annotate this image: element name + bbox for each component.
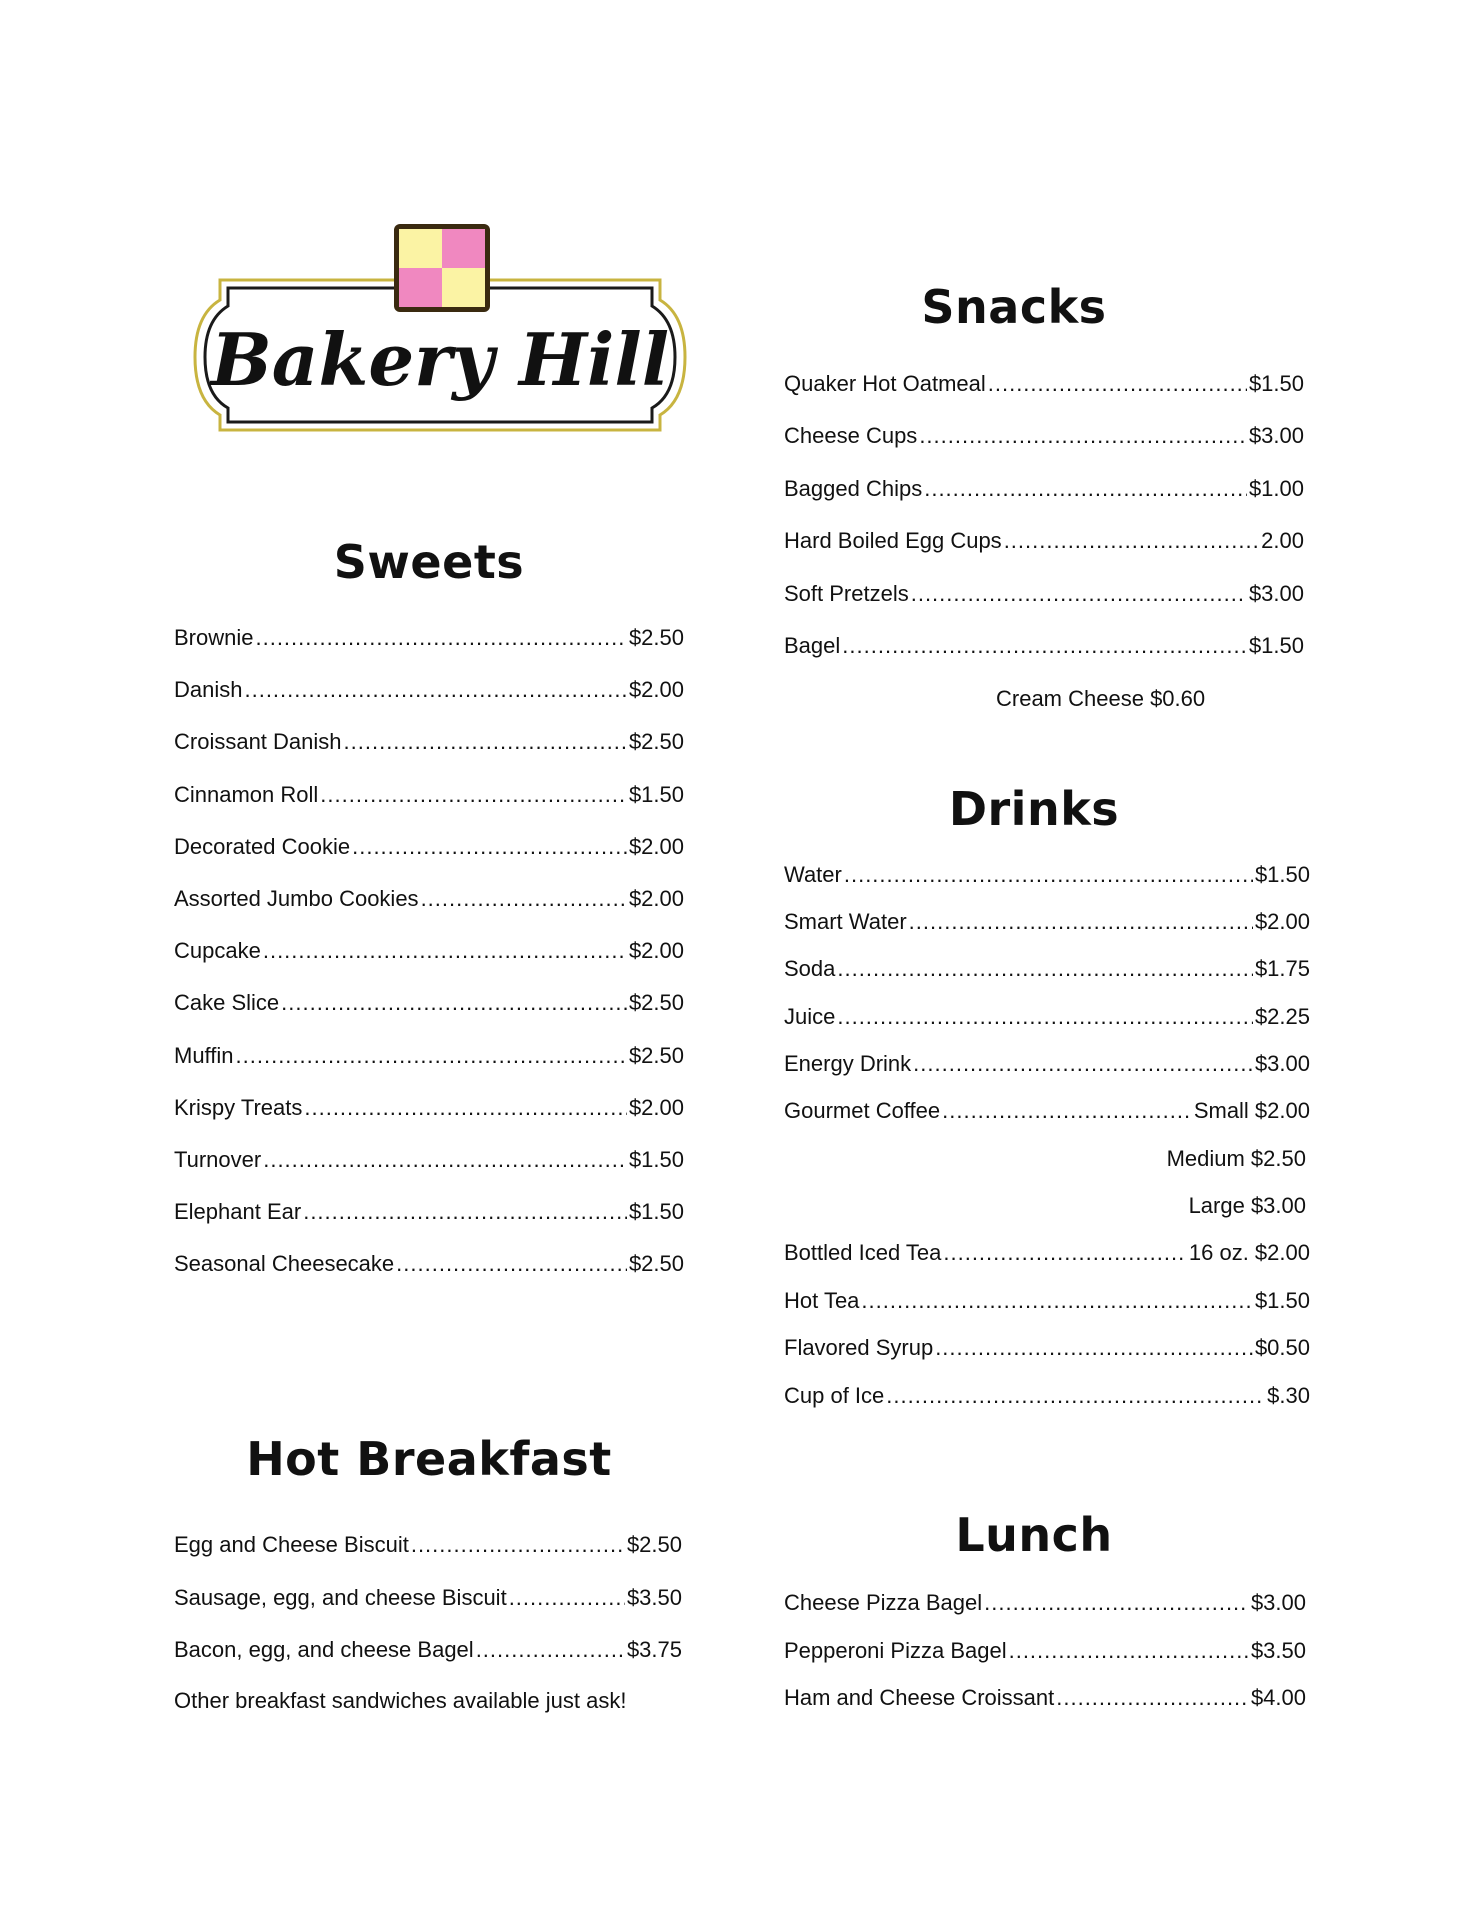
menu-item <box>784 1240 1310 1266</box>
dot-leader <box>942 1098 1192 1124</box>
item-price: $1.50 <box>628 1199 684 1225</box>
menu-item <box>784 1383 1310 1409</box>
dot-leader <box>281 990 627 1016</box>
dot-leader <box>303 1199 627 1225</box>
item-price: $3.00 <box>1254 1050 1310 1076</box>
menu-item <box>784 528 1304 554</box>
dot-leader <box>919 423 1247 449</box>
menu-item <box>784 1335 1310 1361</box>
menu-item <box>784 1288 1310 1314</box>
item-price: $1.00 <box>1248 475 1304 501</box>
coffee-medium: Medium $2.50 <box>1166 1146 1306 1171</box>
dot-leader <box>886 1383 1265 1409</box>
item-price: $3.00 <box>1250 1590 1306 1615</box>
dot-leader <box>984 1590 1249 1616</box>
menu-item <box>174 1585 682 1611</box>
item-price: $2.00 <box>628 886 684 911</box>
menu-item <box>174 1095 684 1121</box>
menu-item <box>784 1051 1310 1077</box>
drinks-heading: Drinks <box>948 782 1120 836</box>
dot-leader <box>476 1637 625 1663</box>
item-price: $2.50 <box>626 1532 682 1557</box>
item-price: $2.00 <box>1254 909 1310 935</box>
menu-item <box>784 1590 1306 1616</box>
item-price: $1.50 <box>1254 862 1310 887</box>
item-name: Brownie <box>174 625 254 650</box>
item-name: Pepperoni Pizza Bagel <box>784 1637 1007 1663</box>
item-name: Assorted Jumbo Cookies <box>174 886 419 911</box>
menu-item <box>784 862 1310 888</box>
item-name: Cake Slice <box>174 990 280 1016</box>
item-price: 16 oz. $2.00 <box>1188 1240 1310 1265</box>
menu-item <box>174 990 684 1016</box>
item-price: $1.75 <box>1254 956 1310 982</box>
item-price: $3.75 <box>626 1637 682 1662</box>
dot-leader <box>861 1288 1253 1314</box>
menu-item <box>174 1532 682 1558</box>
dot-leader <box>924 476 1247 502</box>
dot-leader <box>304 1095 627 1121</box>
item-price: $3.00 <box>1248 580 1304 606</box>
dot-leader <box>842 633 1247 659</box>
item-price: $.30 <box>1267 1382 1310 1408</box>
item-name: Decorated Cookie <box>174 833 351 859</box>
item-name: Hot Tea <box>784 1287 860 1313</box>
item-price: $1.50 <box>628 781 684 807</box>
menu-item <box>784 1004 1310 1030</box>
item-price: $2.50 <box>628 1251 684 1277</box>
bakery-hill-logo <box>190 220 690 435</box>
item-price: 2.00 <box>1261 528 1304 554</box>
item-name: Cupcake <box>174 938 261 964</box>
dot-leader <box>236 1043 627 1069</box>
menu-item <box>784 1098 1310 1124</box>
item-price: $4.00 <box>1250 1685 1306 1710</box>
item-name: Gourmet Coffee <box>784 1098 941 1123</box>
dot-leader <box>352 834 627 860</box>
dot-leader <box>344 729 627 755</box>
dot-leader <box>396 1251 627 1277</box>
item-price: $0.50 <box>1254 1335 1310 1360</box>
dot-leader <box>411 1532 625 1558</box>
item-price: $1.50 <box>1248 371 1304 396</box>
dot-leader <box>421 886 627 912</box>
dot-leader <box>935 1335 1253 1361</box>
item-name: Ham and Cheese Croissant <box>784 1685 1055 1710</box>
item-name: Turnover <box>174 1147 262 1172</box>
dot-leader <box>913 1051 1253 1077</box>
menu-item <box>174 1147 684 1173</box>
dot-leader <box>1004 528 1259 554</box>
item-price: $2.50 <box>628 729 684 755</box>
item-name: Croissant Danish <box>174 729 342 755</box>
item-name: Danish <box>174 677 243 703</box>
menu-item <box>784 476 1304 502</box>
dot-leader <box>263 938 627 964</box>
item-price: $2.00 <box>628 833 684 859</box>
menu-item <box>784 956 1310 982</box>
dot-leader <box>263 1147 627 1173</box>
item-price: $2.25 <box>1254 1003 1310 1029</box>
sweets-heading: Sweets <box>333 535 525 589</box>
item-price: $3.50 <box>1250 1637 1306 1663</box>
menu-item <box>784 423 1304 449</box>
item-name: Quaker Hot Oatmeal <box>784 371 986 396</box>
menu-item <box>174 1637 682 1663</box>
item-name: Bagged Chips <box>784 475 923 501</box>
menu-item <box>174 729 684 755</box>
item-price: $2.00 <box>628 1094 684 1120</box>
item-name: Cheese Pizza Bagel <box>784 1590 983 1615</box>
menu-item <box>784 1638 1306 1664</box>
item-name: Flavored Syrup <box>784 1335 934 1360</box>
menu-item <box>784 581 1304 607</box>
dot-leader <box>911 581 1247 607</box>
item-name: Soft Pretzels <box>784 580 909 606</box>
menu-item <box>174 938 684 964</box>
hot-breakfast-heading: Hot Breakfast <box>246 1432 612 1486</box>
item-price: $3.50 <box>626 1584 682 1610</box>
item-name: Cheese Cups <box>784 423 918 449</box>
breakfast-note: Other breakfast sandwiches available just ask! <box>174 1688 627 1713</box>
item-name: Juice <box>784 1003 836 1029</box>
item-name: Egg and Cheese Biscuit <box>174 1532 409 1557</box>
dot-leader <box>988 371 1247 397</box>
cream-cheese-addon: Cream Cheese $0.60 <box>996 686 1206 711</box>
item-price: $2.00 <box>628 677 684 703</box>
item-name: Krispy Treats <box>174 1094 303 1120</box>
dot-leader <box>244 677 626 703</box>
item-price: $3.00 <box>1248 423 1304 449</box>
dot-leader <box>837 1004 1253 1030</box>
item-name: Bagel <box>784 633 841 658</box>
item-price: $2.50 <box>628 1042 684 1068</box>
dot-leader <box>320 782 627 808</box>
item-name: Cinnamon Roll <box>174 781 319 807</box>
snacks-heading: Snacks <box>921 280 1107 334</box>
item-name: Sausage, egg, and cheese Biscuit <box>174 1584 507 1610</box>
menu-item <box>174 625 684 651</box>
menu-item <box>174 886 684 912</box>
item-price: $1.50 <box>1248 633 1304 658</box>
item-name: Hard Boiled Egg Cups <box>784 528 1002 554</box>
dot-leader <box>509 1585 625 1611</box>
item-price: $2.50 <box>628 990 684 1016</box>
item-price: $2.50 <box>628 625 684 650</box>
item-name: Energy Drink <box>784 1050 912 1076</box>
dot-leader <box>1056 1685 1249 1711</box>
logo-text: Bakery Hill <box>210 317 670 402</box>
menu-item <box>174 834 684 860</box>
item-name: Seasonal Cheesecake <box>174 1251 395 1277</box>
item-price: $2.00 <box>628 938 684 964</box>
item-name: Muffin <box>174 1042 234 1068</box>
menu-item <box>174 1199 684 1225</box>
coffee-large: Large $3.00 <box>1188 1193 1306 1218</box>
dot-leader <box>844 862 1253 888</box>
item-name: Bacon, egg, and cheese Bagel <box>174 1637 474 1662</box>
dot-leader <box>943 1240 1187 1266</box>
item-name: Smart Water <box>784 909 907 935</box>
menu-item <box>174 782 684 808</box>
item-price: $1.50 <box>628 1147 684 1172</box>
menu-item <box>784 633 1304 659</box>
dot-leader <box>909 909 1253 935</box>
item-name: Soda <box>784 956 836 982</box>
item-name: Water <box>784 862 842 887</box>
item-name: Cup of Ice <box>784 1382 885 1408</box>
item-name: Bottled Iced Tea <box>784 1240 942 1265</box>
menu-item <box>784 371 1304 397</box>
menu-item <box>174 677 684 703</box>
menu-item <box>174 1251 684 1277</box>
menu-item <box>174 1043 684 1069</box>
dot-leader <box>1009 1638 1249 1664</box>
item-price: $1.50 <box>1254 1287 1310 1313</box>
item-price: Small $2.00 <box>1193 1098 1310 1123</box>
lunch-heading: Lunch <box>955 1508 1113 1562</box>
menu-item <box>784 1685 1306 1711</box>
dot-leader <box>255 625 626 651</box>
dot-leader <box>837 956 1253 982</box>
menu-item <box>784 909 1310 935</box>
item-name: Elephant Ear <box>174 1199 302 1225</box>
